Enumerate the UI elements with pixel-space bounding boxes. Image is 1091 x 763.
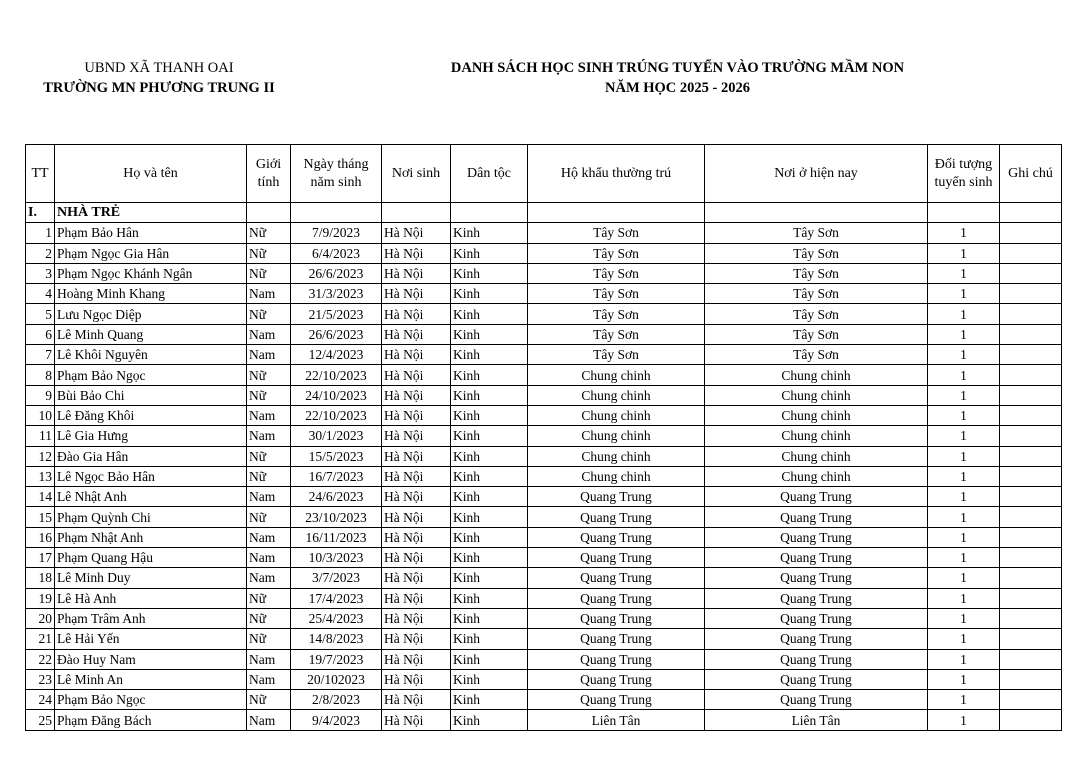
cell-name: Lê Hà Anh — [55, 588, 247, 608]
cell-tt: 25 — [26, 710, 55, 730]
col-header-note: Ghi chú — [1000, 145, 1062, 203]
cell-note — [1000, 568, 1062, 588]
cell-residence: Tây Sơn — [528, 243, 705, 263]
cell-current: Chung chinh — [705, 466, 928, 486]
cell-gender: Nam — [247, 487, 291, 507]
document-title — [395, 58, 960, 98]
cell-name: Lê Nhật Anh — [55, 487, 247, 507]
cell-tt: 7 — [26, 345, 55, 365]
cell-target: 1 — [928, 649, 1000, 669]
cell-ethnicity: Kinh — [451, 588, 528, 608]
cell-residence: Quang Trung — [528, 629, 705, 649]
cell-gender: Nam — [247, 527, 291, 547]
cell-dob: 26/6/2023 — [291, 324, 382, 344]
cell-name: Đào Huy Nam — [55, 649, 247, 669]
cell-residence: Liên Tân — [528, 710, 705, 730]
cell-target: 1 — [928, 405, 1000, 425]
cell-birthplace: Hà Nội — [382, 690, 451, 710]
cell-note — [1000, 527, 1062, 547]
cell-dob: 2/8/2023 — [291, 690, 382, 710]
cell-name: Lê Minh Duy — [55, 568, 247, 588]
table-row — [26, 405, 1062, 425]
cell-dob: 7/9/2023 — [291, 223, 382, 243]
cell-dob: 14/8/2023 — [291, 629, 382, 649]
cell-ethnicity: Kinh — [451, 365, 528, 385]
col-header-gender: Giới tính — [247, 145, 291, 203]
cell-tt: 24 — [26, 690, 55, 710]
table-row — [26, 345, 1062, 365]
cell-current: Quang Trung — [705, 527, 928, 547]
cell-residence: Quang Trung — [528, 649, 705, 669]
cell-birthplace: Hà Nội — [382, 588, 451, 608]
cell-note — [1000, 710, 1062, 730]
cell-current: Quang Trung — [705, 608, 928, 628]
cell-dob: 15/5/2023 — [291, 446, 382, 466]
cell-tt: 1 — [26, 223, 55, 243]
agency-header — [30, 58, 288, 98]
cell-birthplace: Hà Nội — [382, 365, 451, 385]
section-row — [26, 203, 1062, 223]
cell-ethnicity: Kinh — [451, 304, 528, 324]
cell-residence: Tây Sơn — [528, 324, 705, 344]
cell-dob: 25/4/2023 — [291, 608, 382, 628]
cell-tt: 15 — [26, 507, 55, 527]
cell-residence: Chung chinh — [528, 466, 705, 486]
cell-residence: Quang Trung — [528, 669, 705, 689]
cell-gender: Nữ — [247, 365, 291, 385]
cell-birthplace: Hà Nội — [382, 446, 451, 466]
cell-name: Phạm Bảo Hân — [55, 223, 247, 243]
cell-birthplace: Hà Nội — [382, 568, 451, 588]
cell-ethnicity: Kinh — [451, 263, 528, 283]
cell-residence: Tây Sơn — [528, 304, 705, 324]
cell-ethnicity: Kinh — [451, 345, 528, 365]
cell-ethnicity: Kinh — [451, 690, 528, 710]
col-header-tt: TT — [26, 145, 55, 203]
cell-dob: 9/4/2023 — [291, 710, 382, 730]
table-row — [26, 446, 1062, 466]
cell-note — [1000, 385, 1062, 405]
cell-ethnicity: Kinh — [451, 466, 528, 486]
cell-residence: Chung chinh — [528, 365, 705, 385]
cell-note — [1000, 548, 1062, 568]
table-row — [26, 426, 1062, 446]
cell-tt: 4 — [26, 284, 55, 304]
cell-dob: 24/10/2023 — [291, 385, 382, 405]
cell-birthplace: Hà Nội — [382, 304, 451, 324]
cell-tt: 19 — [26, 588, 55, 608]
cell-target: 1 — [928, 446, 1000, 466]
col-header-residence: Hộ khẩu thường trú — [528, 145, 705, 203]
cell-residence: Tây Sơn — [528, 223, 705, 243]
cell-ethnicity: Kinh — [451, 548, 528, 568]
cell-current: Quang Trung — [705, 568, 928, 588]
cell-gender: Nữ — [247, 608, 291, 628]
table-row — [26, 608, 1062, 628]
cell-note — [1000, 324, 1062, 344]
cell-note — [1000, 487, 1062, 507]
cell-gender: Nữ — [247, 223, 291, 243]
cell-birthplace: Hà Nội — [382, 548, 451, 568]
cell-tt: 11 — [26, 426, 55, 446]
cell-dob: 12/4/2023 — [291, 345, 382, 365]
cell-current: Chung chinh — [705, 365, 928, 385]
cell-name: Đào Gia Hân — [55, 446, 247, 466]
cell-target: 1 — [928, 304, 1000, 324]
cell-tt: 5 — [26, 304, 55, 324]
cell-gender: Nam — [247, 405, 291, 425]
cell-gender: Nữ — [247, 304, 291, 324]
cell-note — [1000, 446, 1062, 466]
cell-gender: Nam — [247, 324, 291, 344]
cell-current: Quang Trung — [705, 507, 928, 527]
cell-tt: 3 — [26, 263, 55, 283]
cell-target: 1 — [928, 588, 1000, 608]
cell-target: 1 — [928, 608, 1000, 628]
cell-gender: Nữ — [247, 263, 291, 283]
cell-current: Chung chinh — [705, 446, 928, 466]
cell-target: 1 — [928, 263, 1000, 283]
cell-ethnicity: Kinh — [451, 568, 528, 588]
cell-gender: Nam — [247, 426, 291, 446]
cell-dob: 10/3/2023 — [291, 548, 382, 568]
cell-birthplace: Hà Nội — [382, 324, 451, 344]
table-row — [26, 385, 1062, 405]
table-row — [26, 223, 1062, 243]
cell-dob: 17/4/2023 — [291, 588, 382, 608]
cell-current: Tây Sơn — [705, 223, 928, 243]
cell-note — [1000, 426, 1062, 446]
cell-residence: Tây Sơn — [528, 284, 705, 304]
cell-residence: Quang Trung — [528, 690, 705, 710]
cell-target: 1 — [928, 548, 1000, 568]
cell-tt: 20 — [26, 608, 55, 628]
cell-residence: Chung chinh — [528, 405, 705, 425]
cell-birthplace: Hà Nội — [382, 426, 451, 446]
cell-name: Phạm Quang Hậu — [55, 548, 247, 568]
cell-residence: Chung chinh — [528, 426, 705, 446]
cell-current: Quang Trung — [705, 588, 928, 608]
student-table — [25, 144, 1062, 731]
cell-dob: 16/11/2023 — [291, 527, 382, 547]
cell-current: Quang Trung — [705, 629, 928, 649]
agency-name: UBND XÃ THANH OAI — [84, 60, 234, 76]
col-header-ethnicity: Dân tộc — [451, 145, 528, 203]
cell-target: 1 — [928, 466, 1000, 486]
cell-ethnicity: Kinh — [451, 527, 528, 547]
cell-tt: 23 — [26, 669, 55, 689]
cell-tt: 17 — [26, 548, 55, 568]
table-row — [26, 324, 1062, 344]
cell-birthplace: Hà Nội — [382, 710, 451, 730]
cell-birthplace: Hà Nội — [382, 243, 451, 263]
cell-tt: 2 — [26, 243, 55, 263]
cell-birthplace: Hà Nội — [382, 507, 451, 527]
cell-target: 1 — [928, 385, 1000, 405]
cell-name: Lê Hải Yến — [55, 629, 247, 649]
table-row — [26, 466, 1062, 486]
cell-tt: 16 — [26, 527, 55, 547]
cell-ethnicity: Kinh — [451, 507, 528, 527]
cell-note — [1000, 649, 1062, 669]
cell-note — [1000, 466, 1062, 486]
table-row — [26, 263, 1062, 283]
cell-current: Chung chinh — [705, 385, 928, 405]
cell-target: 1 — [928, 507, 1000, 527]
table-row — [26, 548, 1062, 568]
cell-residence: Tây Sơn — [528, 263, 705, 283]
cell-current: Quang Trung — [705, 548, 928, 568]
cell-tt: 18 — [26, 568, 55, 588]
table-row — [26, 669, 1062, 689]
cell-residence: Quang Trung — [528, 588, 705, 608]
col-header-name: Họ và tên — [55, 145, 247, 203]
cell-note — [1000, 223, 1062, 243]
cell-current: Quang Trung — [705, 487, 928, 507]
cell-birthplace: Hà Nội — [382, 405, 451, 425]
cell-ethnicity: Kinh — [451, 710, 528, 730]
cell-birthplace: Hà Nội — [382, 385, 451, 405]
table-row — [26, 304, 1062, 324]
cell-tt: 10 — [26, 405, 55, 425]
cell-birthplace: Hà Nội — [382, 649, 451, 669]
cell-name: Phạm Ngọc Khánh Ngân — [55, 263, 247, 283]
cell-target: 1 — [928, 426, 1000, 446]
cell-name: Lê Ngọc Bảo Hân — [55, 466, 247, 486]
cell-dob: 3/7/2023 — [291, 568, 382, 588]
cell-ethnicity: Kinh — [451, 324, 528, 344]
cell-gender: Nam — [247, 568, 291, 588]
cell-gender: Nữ — [247, 588, 291, 608]
cell-dob: 19/7/2023 — [291, 649, 382, 669]
table-row — [26, 507, 1062, 527]
cell-note — [1000, 588, 1062, 608]
cell-gender: Nữ — [247, 243, 291, 263]
cell-ethnicity: Kinh — [451, 446, 528, 466]
cell-birthplace: Hà Nội — [382, 527, 451, 547]
section-number: I. — [26, 203, 55, 223]
cell-note — [1000, 243, 1062, 263]
title-line-2: NĂM HỌC 2025 - 2026 — [605, 80, 750, 96]
cell-name: Bùi Bảo Chi — [55, 385, 247, 405]
cell-gender: Nam — [247, 345, 291, 365]
cell-residence: Quang Trung — [528, 548, 705, 568]
cell-tt: 9 — [26, 385, 55, 405]
cell-ethnicity: Kinh — [451, 385, 528, 405]
cell-note — [1000, 263, 1062, 283]
cell-current: Tây Sơn — [705, 243, 928, 263]
table-row — [26, 487, 1062, 507]
cell-dob: 31/3/2023 — [291, 284, 382, 304]
cell-ethnicity: Kinh — [451, 669, 528, 689]
cell-current: Tây Sơn — [705, 304, 928, 324]
cell-name: Phạm Trâm Anh — [55, 608, 247, 628]
table-row — [26, 649, 1062, 669]
cell-target: 1 — [928, 345, 1000, 365]
cell-tt: 14 — [26, 487, 55, 507]
cell-dob: 26/6/2023 — [291, 263, 382, 283]
cell-ethnicity: Kinh — [451, 223, 528, 243]
cell-note — [1000, 608, 1062, 628]
cell-note — [1000, 304, 1062, 324]
cell-target: 1 — [928, 527, 1000, 547]
cell-name: Lê Minh An — [55, 669, 247, 689]
col-header-dob: Ngày tháng năm sinh — [291, 145, 382, 203]
cell-name: Phạm Bảo Ngọc — [55, 365, 247, 385]
cell-residence: Quang Trung — [528, 568, 705, 588]
cell-name: Lưu Ngọc Diệp — [55, 304, 247, 324]
cell-ethnicity: Kinh — [451, 608, 528, 628]
cell-target: 1 — [928, 365, 1000, 385]
cell-note — [1000, 284, 1062, 304]
table-header-row — [26, 145, 1062, 203]
table-row — [26, 568, 1062, 588]
cell-note — [1000, 365, 1062, 385]
cell-target: 1 — [928, 710, 1000, 730]
cell-current: Tây Sơn — [705, 263, 928, 283]
cell-gender: Nữ — [247, 385, 291, 405]
cell-target: 1 — [928, 629, 1000, 649]
cell-note — [1000, 507, 1062, 527]
cell-birthplace: Hà Nội — [382, 223, 451, 243]
cell-gender: Nam — [247, 284, 291, 304]
cell-target: 1 — [928, 243, 1000, 263]
col-header-target: Đối tượng tuyển sinh — [928, 145, 1000, 203]
cell-current: Quang Trung — [705, 669, 928, 689]
cell-birthplace: Hà Nội — [382, 345, 451, 365]
cell-residence: Quang Trung — [528, 527, 705, 547]
table-row — [26, 365, 1062, 385]
cell-ethnicity: Kinh — [451, 487, 528, 507]
table-row — [26, 527, 1062, 547]
table-row — [26, 690, 1062, 710]
cell-birthplace: Hà Nội — [382, 487, 451, 507]
cell-residence: Quang Trung — [528, 487, 705, 507]
cell-note — [1000, 405, 1062, 425]
table-row — [26, 629, 1062, 649]
cell-target: 1 — [928, 487, 1000, 507]
cell-dob: 30/1/2023 — [291, 426, 382, 446]
cell-ethnicity: Kinh — [451, 649, 528, 669]
cell-name: Lê Đăng Khôi — [55, 405, 247, 425]
cell-current: Quang Trung — [705, 690, 928, 710]
cell-ethnicity: Kinh — [451, 284, 528, 304]
cell-note — [1000, 629, 1062, 649]
cell-dob: 6/4/2023 — [291, 243, 382, 263]
cell-birthplace: Hà Nội — [382, 669, 451, 689]
cell-residence: Quang Trung — [528, 507, 705, 527]
cell-name: Hoàng Minh Khang — [55, 284, 247, 304]
cell-gender: Nam — [247, 669, 291, 689]
table-row — [26, 710, 1062, 730]
cell-residence: Chung chinh — [528, 446, 705, 466]
cell-name: Lê Khôi Nguyên — [55, 345, 247, 365]
cell-gender: Nữ — [247, 466, 291, 486]
cell-residence: Chung chinh — [528, 385, 705, 405]
col-header-current: Nơi ở hiện nay — [705, 145, 928, 203]
section-title: NHÀ TRẺ — [55, 203, 247, 223]
cell-gender: Nam — [247, 649, 291, 669]
cell-current: Tây Sơn — [705, 324, 928, 344]
cell-target: 1 — [928, 324, 1000, 344]
cell-dob: 24/6/2023 — [291, 487, 382, 507]
cell-name: Lê Minh Quang — [55, 324, 247, 344]
cell-dob: 22/10/2023 — [291, 365, 382, 385]
cell-gender: Nữ — [247, 446, 291, 466]
cell-current: Chung chinh — [705, 426, 928, 446]
cell-gender: Nữ — [247, 629, 291, 649]
cell-gender: Nữ — [247, 690, 291, 710]
cell-tt: 21 — [26, 629, 55, 649]
table-row — [26, 588, 1062, 608]
cell-ethnicity: Kinh — [451, 243, 528, 263]
cell-tt: 6 — [26, 324, 55, 344]
cell-ethnicity: Kinh — [451, 629, 528, 649]
cell-birthplace: Hà Nội — [382, 284, 451, 304]
cell-current: Chung chinh — [705, 405, 928, 425]
cell-target: 1 — [928, 284, 1000, 304]
cell-name: Phạm Quỳnh Chi — [55, 507, 247, 527]
cell-birthplace: Hà Nội — [382, 629, 451, 649]
cell-ethnicity: Kinh — [451, 405, 528, 425]
cell-name: Phạm Ngọc Gia Hân — [55, 243, 247, 263]
cell-current: Liên Tân — [705, 710, 928, 730]
cell-birthplace: Hà Nội — [382, 466, 451, 486]
cell-name: Phạm Nhật Anh — [55, 527, 247, 547]
cell-target: 1 — [928, 669, 1000, 689]
cell-name: Lê Gia Hưng — [55, 426, 247, 446]
cell-gender: Nam — [247, 548, 291, 568]
cell-target: 1 — [928, 223, 1000, 243]
cell-current: Tây Sơn — [705, 345, 928, 365]
cell-name: Phạm Bảo Ngọc — [55, 690, 247, 710]
cell-tt: 12 — [26, 446, 55, 466]
cell-birthplace: Hà Nội — [382, 263, 451, 283]
cell-gender: Nữ — [247, 507, 291, 527]
cell-target: 1 — [928, 690, 1000, 710]
cell-note — [1000, 345, 1062, 365]
school-name: TRƯỜNG MN PHƯƠNG TRUNG II — [43, 80, 275, 96]
cell-ethnicity: Kinh — [451, 426, 528, 446]
cell-tt: 13 — [26, 466, 55, 486]
cell-gender: Nam — [247, 710, 291, 730]
cell-current: Tây Sơn — [705, 284, 928, 304]
cell-note — [1000, 669, 1062, 689]
cell-dob: 23/10/2023 — [291, 507, 382, 527]
col-header-birthplace: Nơi sinh — [382, 145, 451, 203]
cell-name: Phạm Đăng Bách — [55, 710, 247, 730]
cell-residence: Quang Trung — [528, 608, 705, 628]
title-line-1: DANH SÁCH HỌC SINH TRÚNG TUYỂN VÀO TRƯỜNG MẦM NON — [450, 60, 905, 76]
cell-residence: Tây Sơn — [528, 345, 705, 365]
cell-dob: 20/102023 — [291, 669, 382, 689]
cell-note — [1000, 690, 1062, 710]
cell-tt: 8 — [26, 365, 55, 385]
cell-dob: 16/7/2023 — [291, 466, 382, 486]
cell-dob: 21/5/2023 — [291, 304, 382, 324]
cell-target: 1 — [928, 568, 1000, 588]
cell-tt: 22 — [26, 649, 55, 669]
table-row — [26, 243, 1062, 263]
table-row — [26, 284, 1062, 304]
cell-dob: 22/10/2023 — [291, 405, 382, 425]
cell-current: Quang Trung — [705, 649, 928, 669]
cell-birthplace: Hà Nội — [382, 608, 451, 628]
